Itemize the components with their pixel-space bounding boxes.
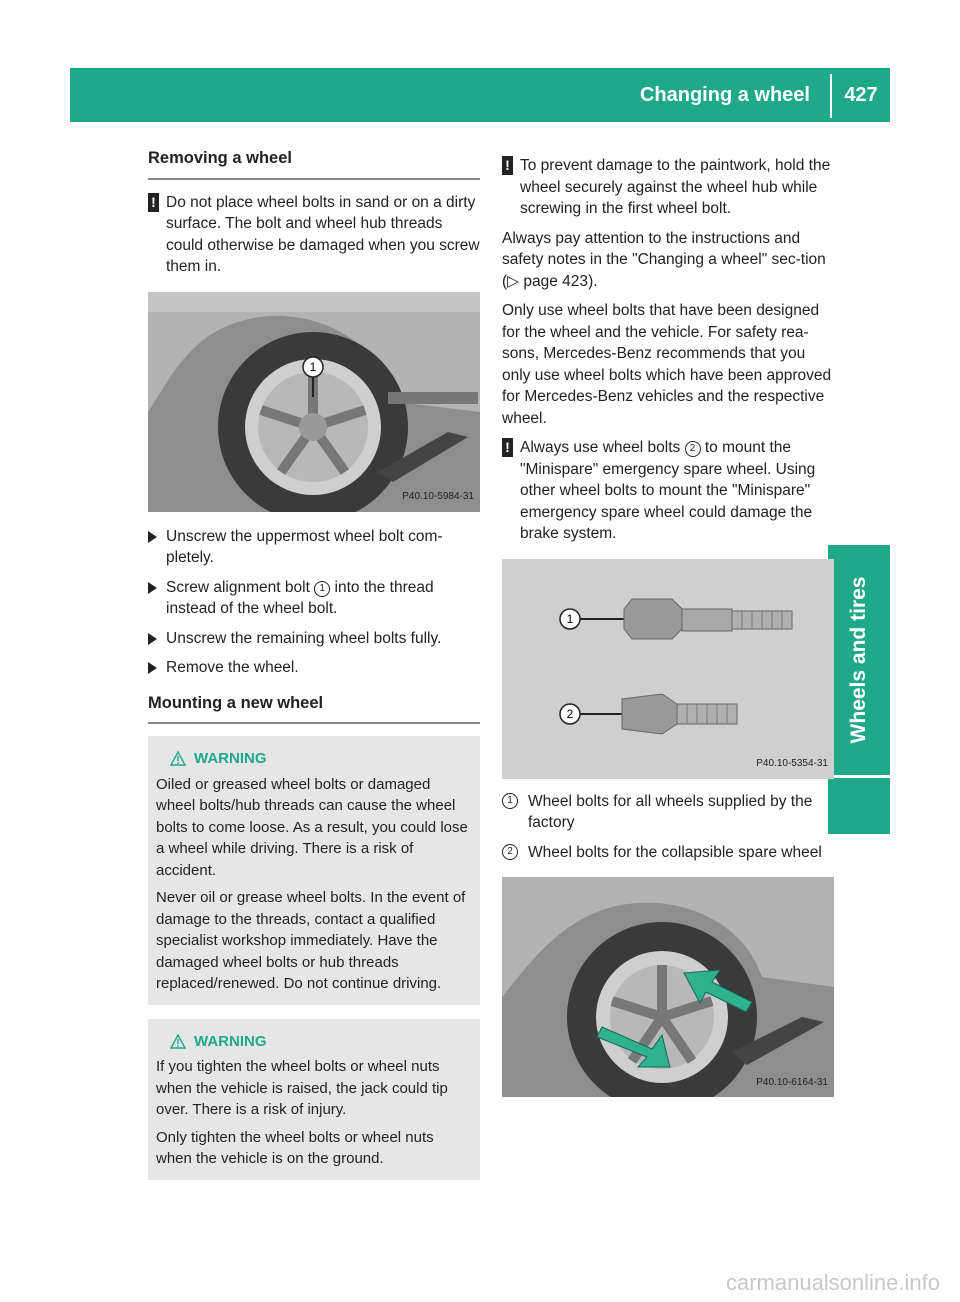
right-column [502, 155, 834, 1097]
safety-reference-paragraph [502, 228, 834, 293]
figure-code: P40.10-6164-31 [756, 1076, 828, 1088]
left-column [148, 148, 480, 1180]
step-arrow-icon [148, 582, 157, 594]
step-arrow-icon [148, 531, 157, 543]
callout-2-label: 2 [566, 706, 574, 721]
paragraph-text: Always pay attention to the instructions and safety notes in the "Changing a wheel" sec-tion ( [502, 229, 826, 290]
page-header [70, 68, 890, 122]
figure-wheel-removal [148, 292, 480, 512]
warning-title: WARNING [194, 1032, 267, 1050]
callout-1-label: 1 [566, 611, 574, 626]
warning-header [156, 748, 472, 770]
warning-text: Only tighten the wheel bolts or wheel nuts when the vehicle is on the ground. [156, 1128, 434, 1167]
warning-triangle-icon [170, 1034, 186, 1049]
legend-text: Wheel bolts for all wheels supplied by the factory [528, 792, 813, 831]
step-remove-wheel [148, 657, 480, 679]
legend-item-1 [502, 791, 834, 834]
approved-bolts-paragraph: Only use wheel bolts that have been designed for the wheel and the vehicle. For safety rea-sons, Mercedes-Benz recommends that you only use wheel bolts which have been approved for Mercedes-Benz vehicles and the respective wheel. [502, 302, 832, 427]
wheel-mounting-illustration [502, 877, 834, 1097]
note-text: To prevent damage to the paintwork, hold the wheel securely against the wheel hub while screwing in the first wheel bolt. [520, 157, 831, 217]
figure-code: P40.10-5984-31 [402, 491, 474, 502]
note-text-continued: to mount the "Minispare" emergency spare wheel. Using other wheel bolts to mount the "Minispare" emergency spare wheel could damage the brake system. [520, 439, 816, 542]
side-tab-label: Wheels and tires [847, 576, 870, 744]
minispare-note [502, 437, 834, 545]
step-text: Unscrew the remaining wheel bolts fully. [166, 629, 442, 647]
warning-text: If you tighten the wheel bolts or wheel nuts when the vehicle is raised, the jack could tip over. There is a risk of injury. [156, 1058, 448, 1118]
callout-1-icon: 1 [502, 793, 518, 809]
warning-header [156, 1031, 472, 1053]
step-unscrew-remaining [148, 628, 480, 650]
page-reference-link[interactable]: ▷ page 423 [507, 272, 589, 290]
figure-code: P40.10-5354-31 [756, 758, 828, 769]
warning-text: Never oil or grease wheel bolts. In the event of damage to the threads, contact a qualified specialist workshop immediately. Have the damaged wheel bolts or hub threads replaced/renewed. Do not continue driving. [156, 889, 466, 992]
legend-item-2 [502, 842, 834, 864]
paintwork-note [502, 155, 834, 220]
wheel-removal-illustration [148, 292, 480, 512]
step-arrow-icon [148, 633, 157, 645]
step-arrow-icon [148, 662, 157, 674]
callout-1-icon: 1 [314, 581, 330, 597]
callout-2-icon: 2 [685, 441, 701, 457]
heading-mounting-wheel: Mounting a new wheel [148, 693, 480, 725]
figure-wheel-bolts [502, 559, 834, 779]
legend-text: Wheel bolts for the collapsible spare wheel [528, 843, 822, 861]
warning-box-oiled-bolts [148, 736, 480, 1005]
callout-1-label: 1 [309, 359, 317, 374]
step-screw-alignment-bolt [148, 577, 480, 620]
figure-wheel-mounting [502, 877, 834, 1097]
step-text: Remove the wheel. [166, 659, 299, 676]
exclamation-icon: ! [502, 438, 513, 457]
exclamation-icon: ! [148, 193, 159, 212]
step-text-continued: into the thread instead of the wheel bolt. [166, 578, 434, 617]
step-text: Screw alignment bolt [166, 578, 310, 596]
exclamation-icon: ! [502, 156, 513, 175]
section-side-tab [828, 545, 890, 775]
callout-2-icon: 2 [502, 844, 518, 860]
warning-box-jack-tip [148, 1019, 480, 1180]
wheel-bolts-illustration [502, 559, 834, 779]
step-text: Unscrew the uppermost wheel bolt com-pletely. [166, 527, 443, 566]
page-number: 427 [844, 84, 878, 106]
damage-note [148, 192, 480, 278]
note-text: Always use wheel bolts [520, 439, 681, 456]
note-text: Do not place wheel bolts in sand or on a dirty surface. The bolt and wheel hub threads could otherwise be damaged when you screw them in. [166, 193, 480, 275]
step-unscrew-top-bolt [148, 526, 480, 569]
side-tab-marker [828, 778, 890, 834]
watermark: carmanualsonline.info [725, 1270, 940, 1295]
paragraph-text: ). [588, 272, 598, 290]
heading-removing-wheel: Removing a wheel [148, 148, 480, 180]
warning-text: Oiled or greased wheel bolts or damaged wheel bolts/hub threads can cause the wheel bolts to come loose. As a result, you could lose a wheel while driving. There is a risk of accident. [156, 775, 468, 879]
chapter-title: Changing a wheel [639, 84, 810, 106]
warning-title: WARNING [194, 750, 267, 767]
warning-triangle-icon [170, 751, 186, 766]
